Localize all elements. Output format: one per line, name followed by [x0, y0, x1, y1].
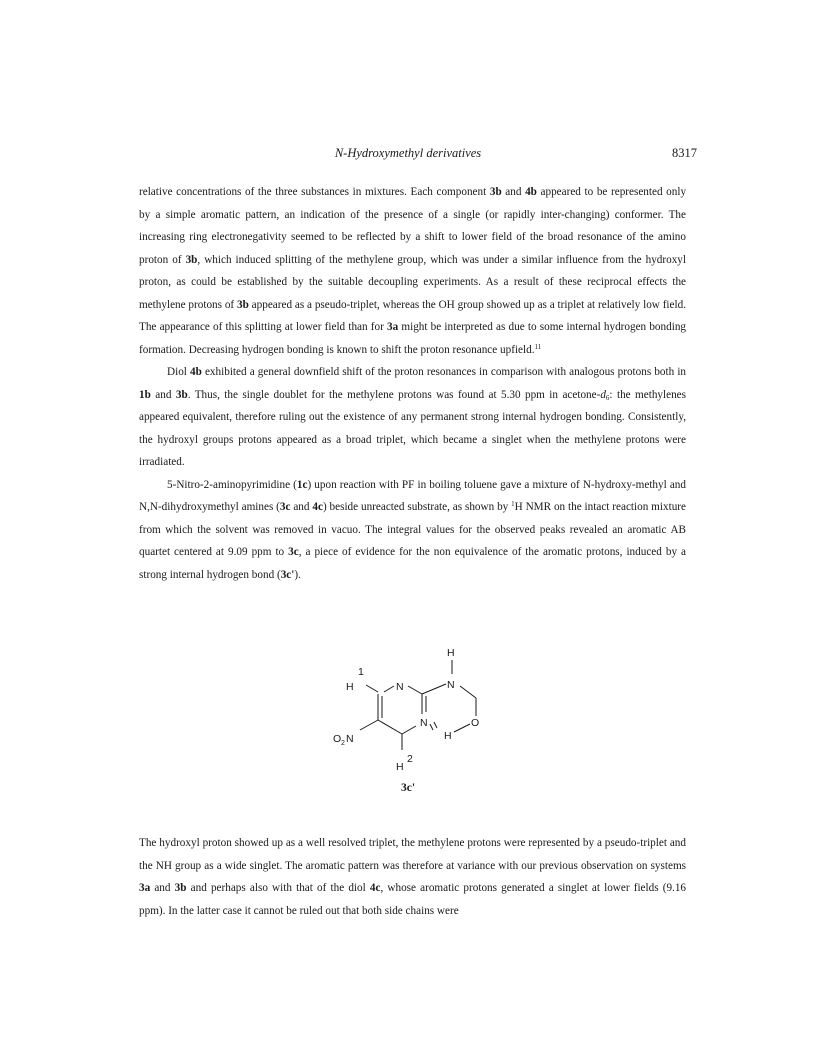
paragraph-2: Diol 4b exhibited a general downfield shift of the proton resonances in comparison with analogous protons both in 1b and 3b. Thus, the single doublet for the methylene protons was found at 5.30 ppm in acetone-$d_6$: the methylenes appeared equivalent, therefore ruling out the existence of any permanent strong internal hydrogen bonding. Consistently, the hydroxyl groups protons appeared as a broad triplet, which became a singlet when the methylene protons were irradiated. — [139, 366, 687, 468]
bond-n3-c4 — [402, 726, 416, 734]
atom-h1: H — [346, 681, 354, 693]
paragraph-1: relative concentrations of the three substances in mixtures. Each component 3b and 4b appeared to be represented only by a simple aromatic pattern, an indication of the presence of a single (or rapidly inter-changing) conformer. The increasing ring electronegativity seemed to be reflected by a shift to lower field of the broad resonance of the amino proton of 3b, which induced splitting of the methylene group, which was under a similar influence from the hydroxyl proton, as could be established by the suitable decoupling experiments. As a result of these reciprocal effects the methylene protons of 3b appeared as a pseudo-triplet, whereas the OH group showed up as a triplet at relatively low field. The appearance of this splitting at lower field than for 3a might be interpreted as due to some internal hydrogen bonding formation. Decreasing hydrogen bonding is known to shift the proton resonance upfield.$^{11}$ — [139, 186, 687, 356]
bond-n1-c2 — [408, 686, 422, 694]
atom-h2-label: 2 — [407, 753, 413, 765]
atom-o2n-sub: 2 — [341, 740, 345, 747]
figure-caption: 3c' — [400, 782, 416, 794]
running-header — [0, 146, 816, 162]
bond-n-ch2 — [460, 686, 476, 698]
main-text-upper — [139, 181, 686, 586]
atom-h-top: H — [447, 647, 455, 659]
atom-n-ring-bottom: N — [420, 717, 428, 729]
bond-c6-n1 — [384, 686, 394, 692]
atom-h-bond: H — [444, 730, 452, 742]
paragraph-4: The hydroxyl proton showed up as a well resolved triplet, the methylene protons were represented by a pseudo-triplet and the NH group as a wide singlet. The aromatic pattern was therefore at variance with our previous observation on systems 3a and 3b and perhaps also with that of the diol 4c, whose aromatic protons generated a singlet at lower fields (9.16 ppm). In the latter case it cannot be ruled out that both side chains were — [139, 837, 687, 917]
main-text-lower — [139, 832, 686, 922]
hydrogen-bond-hatch-2 — [434, 722, 437, 728]
page-number: 8317 — [672, 146, 697, 160]
bond-o-h — [454, 724, 470, 732]
reference-11: 11 — [534, 342, 542, 351]
structure-figure-3c-prime — [330, 646, 490, 796]
chemical-structure — [330, 646, 490, 796]
atom-h2: H — [396, 761, 404, 773]
hydrogen-bond-hatch-1 — [430, 724, 433, 730]
bond-c5-no2 — [360, 720, 378, 730]
paragraph-3: 5-Nitro-2-aminopyrimidine (1c) upon reaction with PF in boiling toluene gave a mixture of N-hydroxy-methyl and N,N-dihydroxymethyl amines (3c and 4c) beside unreacted substrate, as shown by $^1$H NMR on the intact reaction mixture from which the solvent was removed in vacuo. The integral values for the observed peaks revealed an aromatic AB quartet centered at 9.09 ppm to 3c, a piece of evidence for the non equivalence of the aromatic protons, induced by a strong internal hydrogen bond (3c'). — [139, 478, 686, 581]
atom-h1-label: 1 — [358, 666, 364, 678]
atom-n-side: N — [447, 679, 455, 691]
atom-o2n-o: O — [333, 733, 342, 745]
bond-c2-nh — [422, 684, 446, 694]
atom-n-ring-top: N — [396, 681, 404, 693]
atom-o: O — [471, 717, 480, 729]
bond-c6-h1 — [366, 685, 378, 692]
running-title: N-Hydroxymethyl derivatives — [334, 146, 482, 160]
bond-c4-c5 — [378, 720, 402, 734]
atom-o2n-n: N — [346, 733, 354, 745]
